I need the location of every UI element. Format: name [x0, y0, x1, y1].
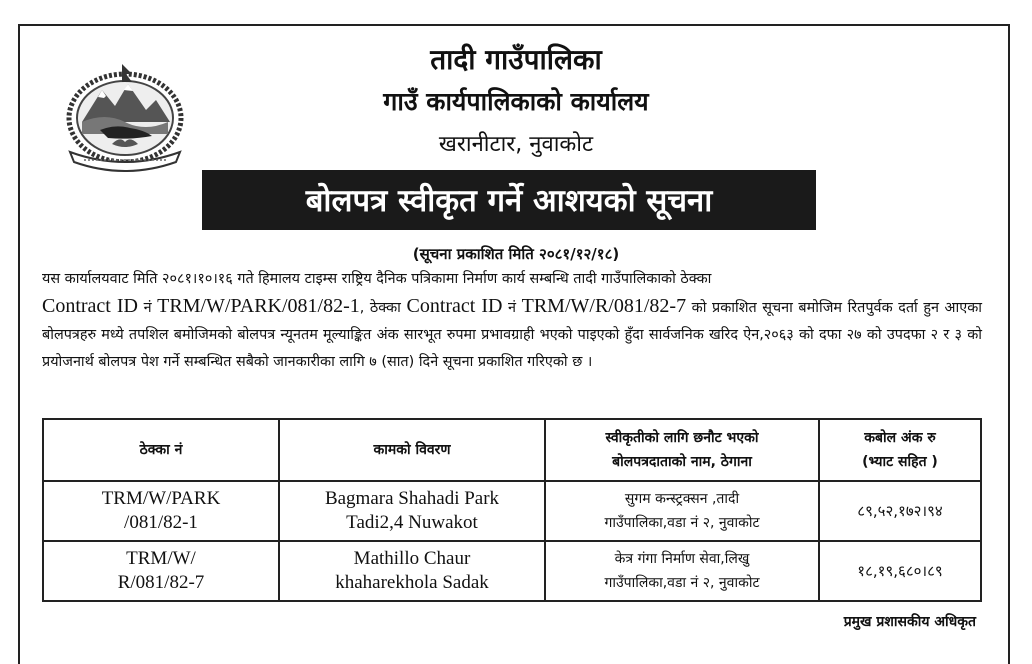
bidder-line2: गाउँपालिका,वडा नं २, नुवाकोट	[604, 575, 760, 591]
contract-no-cell	[43, 541, 279, 601]
amount-value: ८९,५२,१७२।९४	[857, 502, 943, 520]
header-work-description-label: कामको विवरण	[373, 442, 451, 458]
amount-cell	[819, 541, 981, 601]
header-amount	[819, 419, 981, 481]
header-bidder-line1: स्वीकृतीको लागि छनौट भएको	[605, 430, 759, 446]
work-line2: Tadi2,4 Nuwakot	[346, 512, 478, 533]
work-description-cell	[279, 481, 545, 541]
table-header-row	[43, 419, 981, 481]
header-amount-line2: (भ्याट सहित )	[862, 454, 938, 470]
body-part-4: नं	[502, 300, 522, 316]
header-work-description	[279, 419, 545, 481]
contract-no-line2: /081/82-1	[124, 512, 198, 533]
header-contract-no	[43, 419, 279, 481]
header-contract-no-label: ठेक्का नं	[139, 442, 183, 458]
work-line2: khaharekhola Sadak	[335, 572, 489, 593]
amount-cell	[819, 481, 981, 541]
body-part-2: नं	[137, 300, 158, 316]
body-part-5: को प्रकाशित सूचना बमोजिम रितपुर्वक दर्ता हुन आएका बोलपत्रहरु मध्ये तपशिल बमोजिमको बोलपत्र न्यूनतम मूल्याङ्कित अंक सारभूत रुपमा प्रभावग्राही भएको पाइएको हुँदा सार्वजनिक खरिद ऐन,२०६३ को दफा २७ को उपदफा २ र ३ को प्रयोजनार्थ बोलपत्र पेश गर्ने सम्बन्धित सबैको जानकारीका लागि ७ (सात) दिने सूचना प्रकाशित गरिएको छ ।	[42, 300, 982, 370]
contract-no-line1: TRM/W/	[126, 548, 196, 569]
amount-value: १८,१९,६८०।८९	[857, 562, 943, 580]
body-part-3: , ठेक्का	[359, 300, 407, 316]
header-amount-line1: कबोल अंक रु	[864, 430, 936, 446]
notice-body	[42, 266, 982, 376]
contract-id-label-1: Contract ID	[42, 295, 138, 317]
contract-no-cell	[43, 481, 279, 541]
office-subtitle: गाउँ कार्यपालिकाको कार्यालय	[383, 87, 649, 116]
contract-id-1: TRM/W/PARK/081/82-1	[157, 295, 360, 317]
contract-no-line1: TRM/W/PARK	[101, 488, 221, 509]
bidder-cell	[545, 481, 819, 541]
body-part-1: यस कार्यालयवाट मिति २०८१।१०।१६ गते हिमालय टाइम्स राष्ट्रिय दैनिक पत्रिकामा निर्माण कार्य सम्बन्धि तादी गाउँपालिकाको ठेक्का	[42, 271, 712, 287]
table-row	[43, 481, 981, 541]
bidder-line1: केत्र गंगा निर्माण सेवा,लिखु	[614, 551, 750, 567]
bidder-cell	[545, 541, 819, 601]
header-bidder-line2: बोलपत्रदाताको नाम, ठेगाना	[612, 454, 752, 470]
office-location: खरानीटार, नुवाकोट	[438, 132, 594, 157]
contract-no-line2: R/081/82-7	[117, 572, 205, 593]
work-line1: Bagmara Shahadi Park	[324, 488, 500, 509]
work-line1: Mathillo Chaur	[353, 548, 471, 569]
bidder-line2: गाउँपालिका,वडा नं २, नुवाकोट	[604, 515, 760, 531]
work-description-cell	[279, 541, 545, 601]
office-name: तादी गाउँपालिका	[430, 43, 602, 76]
table-row	[43, 541, 981, 601]
contract-id-label-2: Contract ID	[406, 295, 503, 317]
notice-title-banner	[202, 170, 816, 230]
header-bidder	[545, 419, 819, 481]
published-date: (सूचना प्रकाशित मिति २०८१/१२/१८)	[412, 245, 620, 263]
award-table	[42, 418, 982, 602]
signature-title: प्रमुख प्रशासकीय अधिकृत	[843, 614, 976, 630]
bidder-line1: सुगम कन्स्ट्रक्सन ,तादी	[624, 491, 740, 507]
notice-title: बोलपत्र स्वीकृत गर्ने आशयको सूचना	[305, 183, 713, 219]
contract-id-2: TRM/W/R/081/82-7	[521, 295, 687, 317]
